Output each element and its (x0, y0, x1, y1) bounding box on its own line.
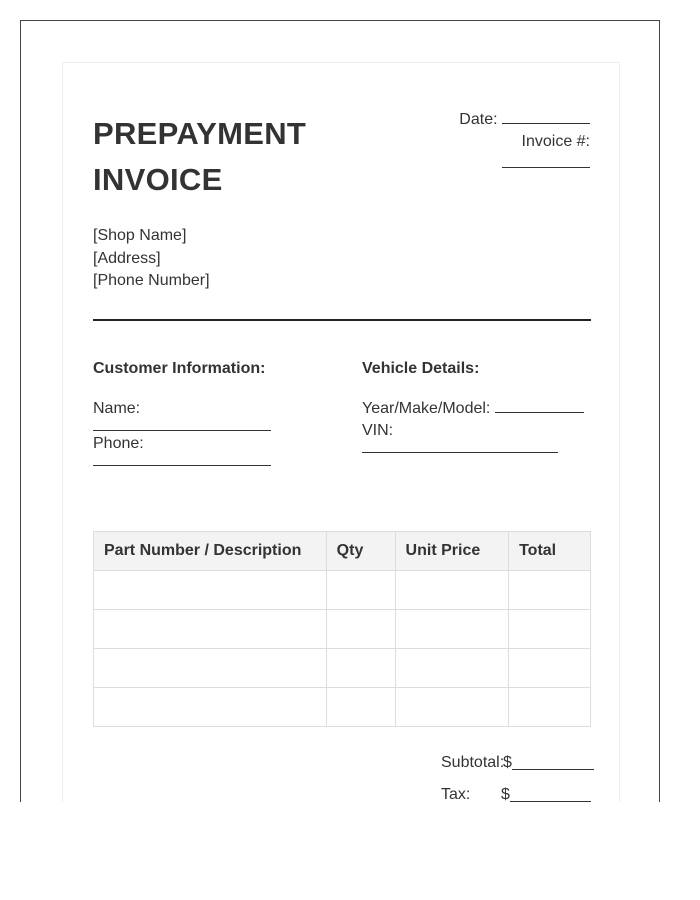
cell-unit-price[interactable] (395, 649, 509, 688)
shop-info (93, 225, 210, 293)
header-qty: Qty (326, 532, 395, 571)
document-frame (20, 20, 660, 802)
cell-total[interactable] (509, 688, 591, 727)
vehicle-heading: Vehicle Details: (362, 360, 480, 377)
date-field[interactable] (502, 109, 590, 124)
subtotal-currency: $ (503, 754, 512, 771)
header-unit-price: Unit Price (395, 532, 509, 571)
parts-table (93, 531, 591, 727)
cell-unit-price[interactable] (395, 571, 509, 610)
tax-currency: $ (501, 786, 510, 802)
title-line-2: INVOICE (93, 162, 223, 197)
shop-name: [Shop Name] (93, 227, 187, 244)
cell-total[interactable] (509, 610, 591, 649)
date-row (440, 109, 590, 131)
tax-row (441, 785, 601, 802)
cell-unit-price[interactable] (395, 610, 509, 649)
table-row (94, 688, 591, 727)
table-row (94, 610, 591, 649)
shop-phone: [Phone Number] (93, 272, 210, 289)
customer-phone-label: Phone: (93, 435, 144, 452)
totals-section (441, 753, 601, 802)
table-row (94, 649, 591, 688)
cell-qty[interactable] (326, 688, 395, 727)
cell-description[interactable] (94, 610, 327, 649)
subtotal-row (441, 753, 601, 785)
cell-qty[interactable] (326, 571, 395, 610)
tax-label: Tax: (441, 786, 471, 802)
subtotal-field[interactable] (512, 753, 594, 770)
cell-description[interactable] (94, 649, 327, 688)
parts-header-row (94, 532, 591, 571)
customer-section (93, 358, 333, 468)
customer-name-label: Name: (93, 400, 141, 417)
cell-qty[interactable] (326, 649, 395, 688)
invoice-number-label: Invoice #: (521, 133, 590, 150)
ymm-label: Year/Make/Model: (362, 400, 491, 417)
vin-label: VIN: (362, 422, 394, 439)
subtotal-label: Subtotal: (441, 754, 505, 771)
invoice-title (93, 111, 306, 203)
header-description: Part Number / Description (94, 532, 327, 571)
table-row (94, 571, 591, 610)
invoice-meta (440, 109, 590, 177)
shop-address: [Address] (93, 249, 161, 267)
tax-field[interactable] (510, 785, 591, 802)
ymm-row (362, 398, 602, 420)
customer-name-field[interactable] (93, 420, 271, 431)
cell-description[interactable] (94, 688, 327, 727)
vin-field[interactable] (362, 442, 558, 453)
invoice-number-field[interactable] (502, 153, 590, 168)
invoice-number-row (440, 153, 590, 177)
vehicle-section (362, 358, 602, 455)
cell-total[interactable] (509, 571, 591, 610)
header-total: Total (509, 532, 591, 571)
date-label: Date: (459, 111, 498, 128)
cell-unit-price[interactable] (395, 688, 509, 727)
cell-qty[interactable] (326, 610, 395, 649)
header-divider (93, 319, 591, 321)
cell-description[interactable] (94, 571, 327, 610)
ymm-field[interactable] (495, 398, 584, 413)
invoice-sheet (62, 62, 620, 802)
cell-total[interactable] (509, 649, 591, 688)
title-line-1: PREPAYMENT (93, 116, 307, 151)
customer-heading: Customer Information: (93, 360, 266, 377)
customer-phone-field[interactable] (93, 455, 271, 466)
